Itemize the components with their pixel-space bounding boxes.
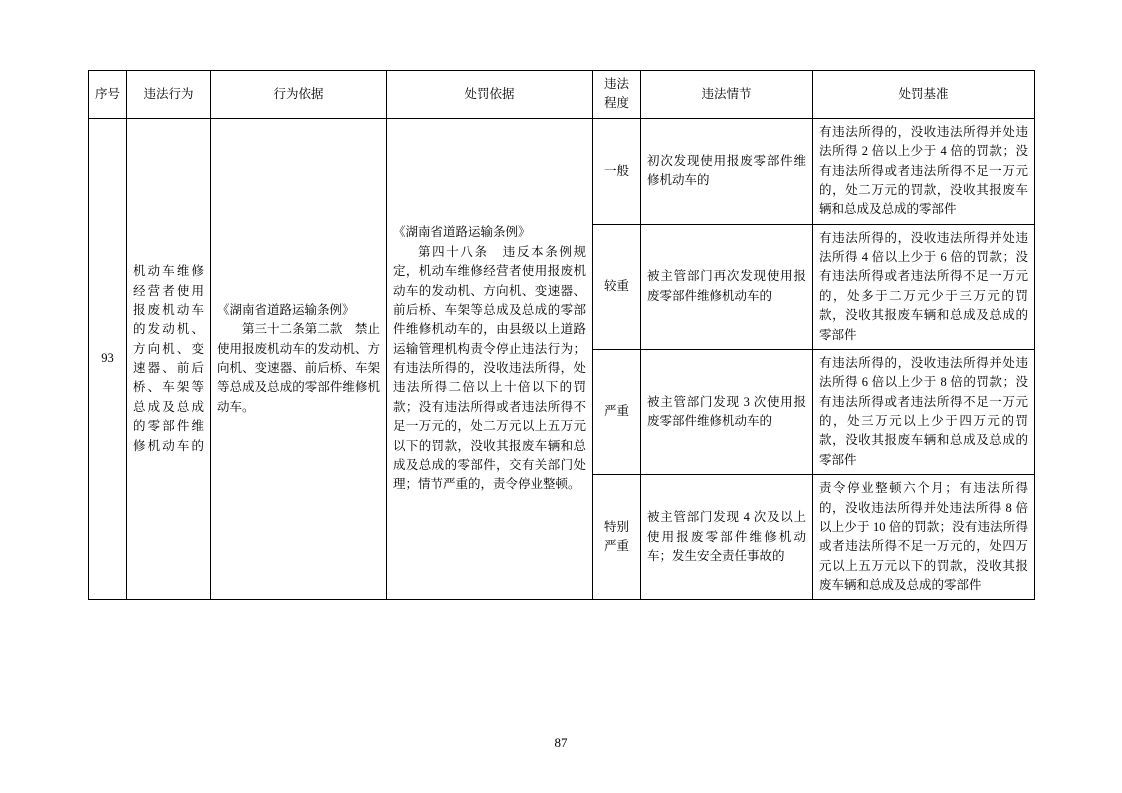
cell-punishment-basis <box>387 118 593 600</box>
punishment-basis-text: 第四十八条 违反本条例规定，机动车维修经营者使用报废机动车的发动机、方向机、变速器、前后桥、车架等总成及总成的零部件维修机动车的，由县级以上道路运输管理机构责令停止违法行为；有违法所得的，没收违法所得，处违法所得二倍以上十倍以下的罚款；没有违法所得或者违法所得不足一万元的，处二万元以上五万元以下的罚款，没收其报废车辆和总成及总成的零部件，交有关部门处理；情节严重的，责令停业整顿。 <box>393 244 586 492</box>
cell-standard-very-severe: 责令停业整顿六个月；有违法所得的，没收违法所得并处违法所得 8 倍以上少于 10 倍的罚款；没有违法所得或者违法所得不足一万元的，处四万元以上五万元以下的罚款，没收其报废车辆和总成及总成的零部件 <box>813 475 1035 600</box>
cell-act-basis <box>211 118 387 600</box>
cell-standard-severe: 有违法所得的，没收违法所得并处违法所得 6 倍以上少于 8 倍的罚款；没有违法所得或者违法所得不足一万元的，处三万元以上少于四万元的罚款，没收其报废车辆和总成及总成的零部件 <box>813 349 1035 474</box>
act-basis-text: 第三十二条第二款 禁止使用报废机动车的发动机、方向机、变速器、前后桥、车架等总成及总成的零部件维修机动车。 <box>217 322 380 414</box>
cell-circumstance-general: 初次发现使用报废零部件维修机动车的 <box>641 118 813 224</box>
header-seq: 序号 <box>89 71 127 119</box>
header-punishment-standard: 处罚基准 <box>813 71 1035 119</box>
header-punishment-basis: 处罚依据 <box>387 71 593 119</box>
cell-circumstance-moderate: 被主管部门再次发现使用报废零部件维修机动车的 <box>641 224 813 349</box>
header-violation-degree: 违法程度 <box>593 71 641 119</box>
cell-degree-general: 一般 <box>593 118 641 224</box>
cell-standard-moderate: 有违法所得的，没收违法所得并处违法所得 4 倍以上少于 6 倍的罚款；没有违法所得或者违法所得不足一万元的，处多于二万元少于三万元的罚款，没收其报废车辆和总成及总成的零部件 <box>813 224 1035 349</box>
header-act-basis: 行为依据 <box>211 71 387 119</box>
cell-circumstance-severe: 被主管部门发现 3 次使用报废零部件维修机动车的 <box>641 349 813 474</box>
punishment-basis-title: 《湖南省道路运输条例》 <box>393 225 531 240</box>
act-basis-title: 《湖南省道路运输条例》 <box>217 302 355 317</box>
cell-seq: 93 <box>89 118 127 600</box>
cell-violation-act: 机动车维修经营者使用报废机动车的发动机、方向机、变速器、前后桥、车架等总成及总成的零部件维修机动车的 <box>127 118 211 600</box>
cell-degree-severe: 严重 <box>593 349 641 474</box>
table-row <box>89 118 1035 224</box>
header-violation-act: 违法行为 <box>127 71 211 119</box>
header-violation-circumstance: 违法情节 <box>641 71 813 119</box>
table-header-row <box>89 71 1035 119</box>
cell-degree-very-severe: 特别严重 <box>593 475 641 600</box>
cell-degree-moderate: 较重 <box>593 224 641 349</box>
cell-circumstance-very-severe: 被主管部门发现 4 次及以上使用报废零部件维修机动车；发生安全责任事故的 <box>641 475 813 600</box>
penalty-standard-table <box>88 70 1035 600</box>
page-number: 87 <box>554 735 568 750</box>
cell-standard-general: 有违法所得的，没收违法所得并处违法所得 2 倍以上少于 4 倍的罚款；没有违法所得或者违法所得不足一万元的，处二万元的罚款，没收其报废车辆和总成及总成的零部件 <box>813 118 1035 224</box>
